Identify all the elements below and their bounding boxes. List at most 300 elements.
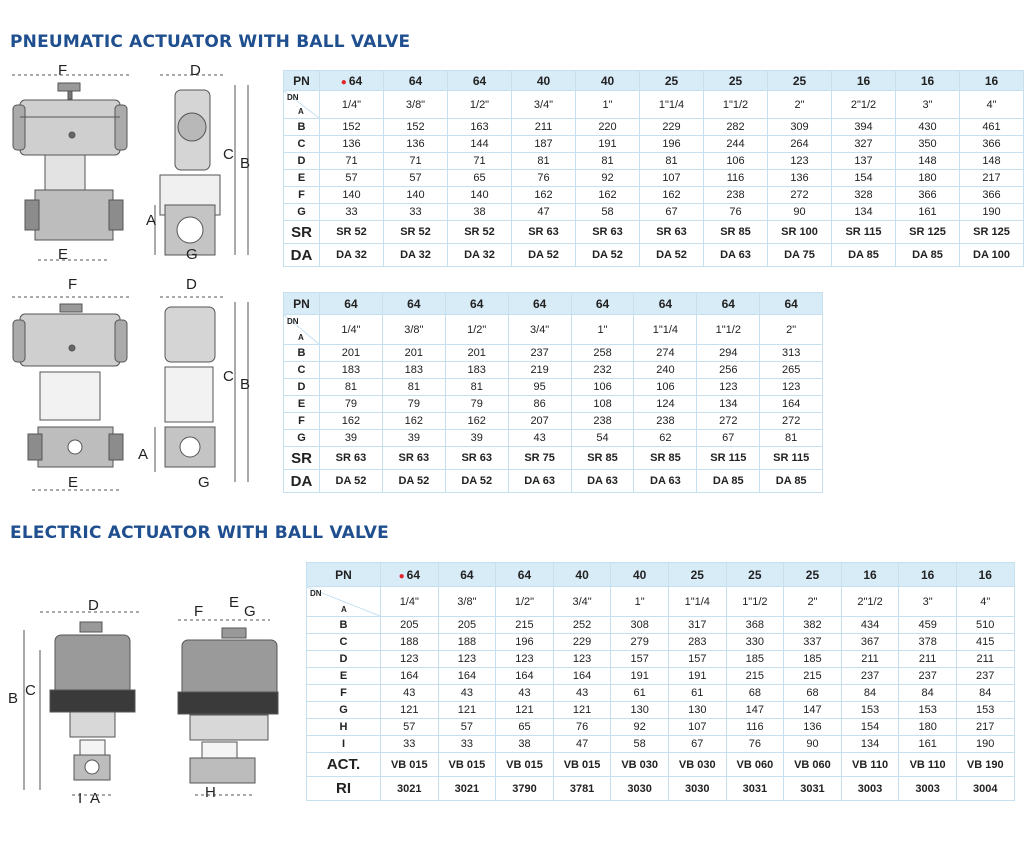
table-cell: 215	[496, 617, 554, 634]
pn-cell: 64	[760, 293, 823, 315]
row-label: D	[284, 379, 320, 396]
dn-cell: 1"1/2	[704, 91, 768, 119]
table-cell: 106	[571, 379, 634, 396]
table-cell: 68	[726, 685, 784, 702]
row-label: F	[284, 187, 320, 204]
table-row	[284, 396, 823, 413]
table-cell: 148	[896, 153, 960, 170]
table-cell: VB 015	[553, 753, 611, 777]
dim-label-d: D	[190, 62, 201, 79]
table-cell: 185	[726, 651, 784, 668]
table-cell: 3003	[841, 777, 899, 801]
table-cell: 154	[832, 170, 896, 187]
dn-cell: 2"	[784, 587, 842, 617]
table-cell: 153	[899, 702, 957, 719]
table-cell: 161	[899, 736, 957, 753]
table-cell: VB 060	[784, 753, 842, 777]
table-cell: 39	[320, 430, 383, 447]
pn-cell: 40	[553, 563, 611, 587]
table-cell: SR 85	[634, 447, 697, 470]
table-cell: 38	[496, 736, 554, 753]
row-label: B	[284, 119, 320, 136]
table-cell: 81	[382, 379, 445, 396]
pn-row	[284, 71, 1024, 91]
table-cell: 79	[320, 396, 383, 413]
table-cell: DA 52	[512, 244, 576, 267]
table-cell: 134	[841, 736, 899, 753]
table-cell: 81	[640, 153, 704, 170]
table-cell: 90	[768, 204, 832, 221]
pn-cell: 16	[896, 71, 960, 91]
dim-label-e: E	[68, 474, 79, 491]
table-cell: SR 115	[697, 447, 760, 470]
table1-rows	[284, 119, 1024, 221]
table-cell: 43	[508, 430, 571, 447]
table-cell: 328	[832, 187, 896, 204]
table-cell: 81	[512, 153, 576, 170]
table-cell: 350	[896, 136, 960, 153]
table-cell: 62	[634, 430, 697, 447]
table-cell: 459	[899, 617, 957, 634]
table-cell: 256	[697, 362, 760, 379]
dn-cell: 4"	[960, 91, 1024, 119]
table-cell: 238	[634, 413, 697, 430]
dim-label-d: D	[88, 597, 99, 614]
table-cell: 191	[576, 136, 640, 153]
table-cell: 148	[960, 153, 1024, 170]
table-cell: 92	[576, 170, 640, 187]
row-label: F	[307, 685, 381, 702]
electric-valve-drawing-side	[160, 590, 300, 820]
table-row	[284, 447, 823, 470]
table-cell: SR 85	[704, 221, 768, 244]
table-cell: 123	[760, 379, 823, 396]
table-cell: 124	[634, 396, 697, 413]
table-cell: 140	[384, 187, 448, 204]
table-cell: 237	[956, 668, 1014, 685]
table-cell: 163	[448, 119, 512, 136]
table-cell: 3790	[496, 777, 554, 801]
table-cell: 86	[508, 396, 571, 413]
table-row	[284, 345, 823, 362]
table-cell: 84	[899, 685, 957, 702]
table-cell: 57	[438, 719, 496, 736]
table-cell: 79	[445, 396, 508, 413]
table-cell: DA 63	[704, 244, 768, 267]
table-cell: 201	[445, 345, 508, 362]
table-cell: 136	[384, 136, 448, 153]
table-cell: 415	[956, 634, 1014, 651]
dn-cell: 2"	[760, 315, 823, 345]
row-label: H	[307, 719, 381, 736]
pn-cell: 25	[768, 71, 832, 91]
table-cell: 191	[611, 668, 669, 685]
pn-label: PN	[284, 293, 320, 315]
table-cell: 162	[576, 187, 640, 204]
pn-cell: 25	[726, 563, 784, 587]
table-cell: 47	[553, 736, 611, 753]
table-cell: 238	[704, 187, 768, 204]
dim-label-c: C	[223, 368, 234, 385]
table-cell: 382	[784, 617, 842, 634]
table-cell: 244	[704, 136, 768, 153]
dim-label-b: B	[240, 155, 251, 172]
table-cell: 237	[508, 345, 571, 362]
table-cell: DA 52	[320, 470, 383, 493]
row-label: E	[284, 170, 320, 187]
table-cell: 107	[668, 719, 726, 736]
table-cell: 71	[448, 153, 512, 170]
dn-cell: 1"	[611, 587, 669, 617]
pn-cell: 64	[697, 293, 760, 315]
table-cell: 309	[768, 119, 832, 136]
table-cell: DA 52	[576, 244, 640, 267]
table-cell: 366	[896, 187, 960, 204]
table-cell: 123	[438, 651, 496, 668]
table-row	[284, 136, 1024, 153]
table-cell: 123	[381, 651, 439, 668]
pneumatic-table-2	[283, 292, 823, 493]
table-cell: 378	[899, 634, 957, 651]
row-label: D	[284, 153, 320, 170]
table-cell: DA 85	[832, 244, 896, 267]
table-cell: DA 52	[640, 244, 704, 267]
table-cell: 238	[571, 413, 634, 430]
dn-cell: 3/4"	[512, 91, 576, 119]
table-cell: 43	[438, 685, 496, 702]
table-cell: 71	[320, 153, 384, 170]
table-cell: 76	[553, 719, 611, 736]
table-cell: 252	[553, 617, 611, 634]
dn-cell: 1/2"	[445, 315, 508, 345]
table-cell: 116	[726, 719, 784, 736]
table-cell: SR 85	[571, 447, 634, 470]
table-cell: 33	[320, 204, 384, 221]
table-cell: 183	[382, 362, 445, 379]
table-cell: 43	[381, 685, 439, 702]
table-cell: 294	[697, 345, 760, 362]
table-cell: 140	[320, 187, 384, 204]
table-cell: 76	[726, 736, 784, 753]
table-cell: 308	[611, 617, 669, 634]
dim-label-g: G	[244, 603, 256, 620]
table-cell: SR 63	[445, 447, 508, 470]
table-cell: SR 63	[640, 221, 704, 244]
table-cell: 207	[508, 413, 571, 430]
pn-cell: 64	[445, 293, 508, 315]
table-row	[284, 119, 1024, 136]
table-cell: 67	[640, 204, 704, 221]
table-cell: 81	[760, 430, 823, 447]
table-cell: 3021	[381, 777, 439, 801]
pn-cell: 25	[784, 563, 842, 587]
table-cell: 57	[381, 719, 439, 736]
pn-row	[307, 563, 1015, 587]
table-row	[284, 204, 1024, 221]
row-label: B	[307, 617, 381, 634]
table-cell: 38	[448, 204, 512, 221]
dn-cell: 2"1/2	[832, 91, 896, 119]
table-cell: 65	[448, 170, 512, 187]
pn-cell: 64	[382, 293, 445, 315]
dim-label-c: C	[223, 146, 234, 163]
table-cell: 187	[512, 136, 576, 153]
pn-cell: 25	[668, 563, 726, 587]
dn-cell: 1"1/4	[668, 587, 726, 617]
dim-label-e: E	[58, 246, 69, 263]
table-cell: 3781	[553, 777, 611, 801]
table-cell: 162	[640, 187, 704, 204]
table-cell: SR 63	[512, 221, 576, 244]
dim-label-f: F	[58, 62, 68, 79]
dn-cell: 1"1/2	[726, 587, 784, 617]
dn-cell: 3/4"	[508, 315, 571, 345]
table-row	[284, 170, 1024, 187]
table-cell: 33	[381, 736, 439, 753]
table-cell: DA 63	[571, 470, 634, 493]
table-cell: DA 32	[320, 244, 384, 267]
table-cell: 180	[899, 719, 957, 736]
table-cell: 258	[571, 345, 634, 362]
table-cell: 217	[960, 170, 1024, 187]
row-label: ACT.	[307, 753, 381, 777]
table-cell: 147	[784, 702, 842, 719]
dn-cell: 3/8"	[382, 315, 445, 345]
table-cell: VB 015	[438, 753, 496, 777]
dn-row	[284, 315, 823, 345]
table-cell: 81	[445, 379, 508, 396]
table-cell: 196	[496, 634, 554, 651]
table-cell: SR 63	[576, 221, 640, 244]
table-cell: 108	[571, 396, 634, 413]
table-cell: 68	[784, 685, 842, 702]
dn-cell: 3/8"	[384, 91, 448, 119]
dn-cell: 1/2"	[448, 91, 512, 119]
table-row	[307, 634, 1015, 651]
table-cell: 164	[553, 668, 611, 685]
table-cell: 264	[768, 136, 832, 153]
dn-cell: 1/2"	[496, 587, 554, 617]
table-row	[284, 153, 1024, 170]
table-cell: 76	[512, 170, 576, 187]
row-label: G	[284, 204, 320, 221]
row-label: F	[284, 413, 320, 430]
table1-big-rows	[284, 221, 1024, 267]
table-cell: 220	[576, 119, 640, 136]
table-cell: 3030	[668, 777, 726, 801]
table-cell: 461	[960, 119, 1024, 136]
table-cell: VB 110	[841, 753, 899, 777]
table-cell: DA 52	[445, 470, 508, 493]
table-cell: 317	[668, 617, 726, 634]
table-cell: 211	[512, 119, 576, 136]
pneumatic-valve-drawing-2	[0, 282, 270, 497]
table-cell: SR 125	[896, 221, 960, 244]
table-cell: 190	[956, 736, 1014, 753]
table-cell: 183	[445, 362, 508, 379]
table-cell: VB 110	[899, 753, 957, 777]
pn-cell: 16	[960, 71, 1024, 91]
table-cell: 157	[611, 651, 669, 668]
table-cell: 54	[571, 430, 634, 447]
pn-cell: 64	[384, 71, 448, 91]
marker-dot-icon: ●	[398, 570, 405, 582]
dn-cell: 2"	[768, 91, 832, 119]
table-cell: 188	[438, 634, 496, 651]
pn-cell: 16	[841, 563, 899, 587]
dim-label-a: A	[138, 446, 149, 463]
table-cell: 157	[668, 651, 726, 668]
dim-label-b: B	[240, 376, 251, 393]
row-label: C	[284, 136, 320, 153]
table-cell: DA 52	[382, 470, 445, 493]
row-label: G	[307, 702, 381, 719]
table-cell: SR 115	[832, 221, 896, 244]
table-cell: 164	[438, 668, 496, 685]
table-cell: SR 75	[508, 447, 571, 470]
table-cell: 33	[438, 736, 496, 753]
table-row	[307, 685, 1015, 702]
table-cell: 47	[512, 204, 576, 221]
dim-label-g: G	[186, 246, 198, 263]
table-cell: 123	[768, 153, 832, 170]
table-cell: 65	[496, 719, 554, 736]
table-cell: 71	[384, 153, 448, 170]
row-label: C	[284, 362, 320, 379]
pneumatic-table-1	[283, 70, 1024, 267]
table-cell: 217	[956, 719, 1014, 736]
dn-cell: 3"	[896, 91, 960, 119]
table-row	[307, 753, 1015, 777]
table-cell: 367	[841, 634, 899, 651]
row-label: D	[307, 651, 381, 668]
row-label: B	[284, 345, 320, 362]
table-cell: 3003	[899, 777, 957, 801]
table-cell: 79	[382, 396, 445, 413]
table-cell: DA 85	[697, 470, 760, 493]
dim-label-h: H	[205, 784, 216, 801]
table-cell: 3021	[438, 777, 496, 801]
table3-big-rows	[307, 753, 1015, 801]
pn-cell: 64	[571, 293, 634, 315]
table-cell: 161	[896, 204, 960, 221]
dn-a-header: DN A	[284, 315, 320, 345]
table-cell: 123	[553, 651, 611, 668]
table-cell: 137	[832, 153, 896, 170]
table-cell: SR 125	[960, 221, 1024, 244]
table-row	[284, 470, 823, 493]
pn-label: PN	[284, 71, 320, 91]
row-label: SR	[284, 447, 320, 470]
table-cell: SR 52	[448, 221, 512, 244]
table-cell: 43	[496, 685, 554, 702]
table-cell: 3004	[956, 777, 1014, 801]
table-row	[307, 617, 1015, 634]
table2-big-rows	[284, 447, 823, 493]
dn-cell: 1"1/4	[640, 91, 704, 119]
table-cell: 164	[381, 668, 439, 685]
table-cell: 123	[697, 379, 760, 396]
table-cell: 136	[320, 136, 384, 153]
table-cell: SR 115	[760, 447, 823, 470]
table-cell: 327	[832, 136, 896, 153]
table-cell: 272	[768, 187, 832, 204]
table-cell: 366	[960, 136, 1024, 153]
table-cell: 121	[496, 702, 554, 719]
table-cell: 205	[438, 617, 496, 634]
table-cell: 211	[841, 651, 899, 668]
dn-a-header: DN A	[284, 91, 320, 119]
table3-rows	[307, 617, 1015, 753]
dn-cell: 3/4"	[553, 587, 611, 617]
table-cell: 39	[445, 430, 508, 447]
dn-cell: 1/4"	[381, 587, 439, 617]
electric-table	[306, 562, 1015, 801]
row-label: SR	[284, 221, 320, 244]
table-cell: SR 52	[384, 221, 448, 244]
table-row	[307, 651, 1015, 668]
pn-cell: 16	[832, 71, 896, 91]
dn-cell: 3/8"	[438, 587, 496, 617]
dn-cell: 4"	[956, 587, 1014, 617]
pn-cell: 16	[899, 563, 957, 587]
dn-row	[307, 587, 1015, 617]
pneumatic-section-title: PNEUMATIC ACTUATOR WITH BALL VALVE	[10, 32, 411, 52]
row-label: E	[307, 668, 381, 685]
table-cell: 134	[832, 204, 896, 221]
table-cell: 510	[956, 617, 1014, 634]
table-cell: 219	[508, 362, 571, 379]
table-cell: 183	[320, 362, 383, 379]
marker-dot-icon: ●	[340, 76, 347, 88]
table-cell: 144	[448, 136, 512, 153]
table-cell: 130	[668, 702, 726, 719]
table-cell: 191	[668, 668, 726, 685]
table-cell: 67	[697, 430, 760, 447]
table-cell: VB 015	[496, 753, 554, 777]
pn-cell: 40	[611, 563, 669, 587]
dn-row	[284, 91, 1024, 119]
electric-valve-drawing-front	[0, 590, 160, 820]
row-label: DA	[284, 470, 320, 493]
table-cell: 215	[726, 668, 784, 685]
table-cell: 3031	[726, 777, 784, 801]
dn-a-header: DN A	[307, 587, 381, 617]
table-cell: 3030	[611, 777, 669, 801]
table-cell: 81	[320, 379, 383, 396]
table-cell: 106	[704, 153, 768, 170]
dn-cell: 2"1/2	[841, 587, 899, 617]
table-cell: VB 030	[668, 753, 726, 777]
table-cell: 153	[956, 702, 1014, 719]
pn-cell: 64	[438, 563, 496, 587]
row-label: G	[284, 430, 320, 447]
table-cell: VB 030	[611, 753, 669, 777]
table-cell: 279	[611, 634, 669, 651]
dim-label-c: C	[25, 682, 36, 699]
table-cell: 272	[697, 413, 760, 430]
row-label: DA	[284, 244, 320, 267]
table-cell: DA 63	[508, 470, 571, 493]
table-cell: 434	[841, 617, 899, 634]
table-cell: 180	[896, 170, 960, 187]
pn-cell: 40	[512, 71, 576, 91]
table-cell: 215	[784, 668, 842, 685]
table-row	[284, 187, 1024, 204]
pn-cell: 64	[320, 293, 383, 315]
table-cell: 232	[571, 362, 634, 379]
dim-label-b: B	[8, 690, 19, 707]
